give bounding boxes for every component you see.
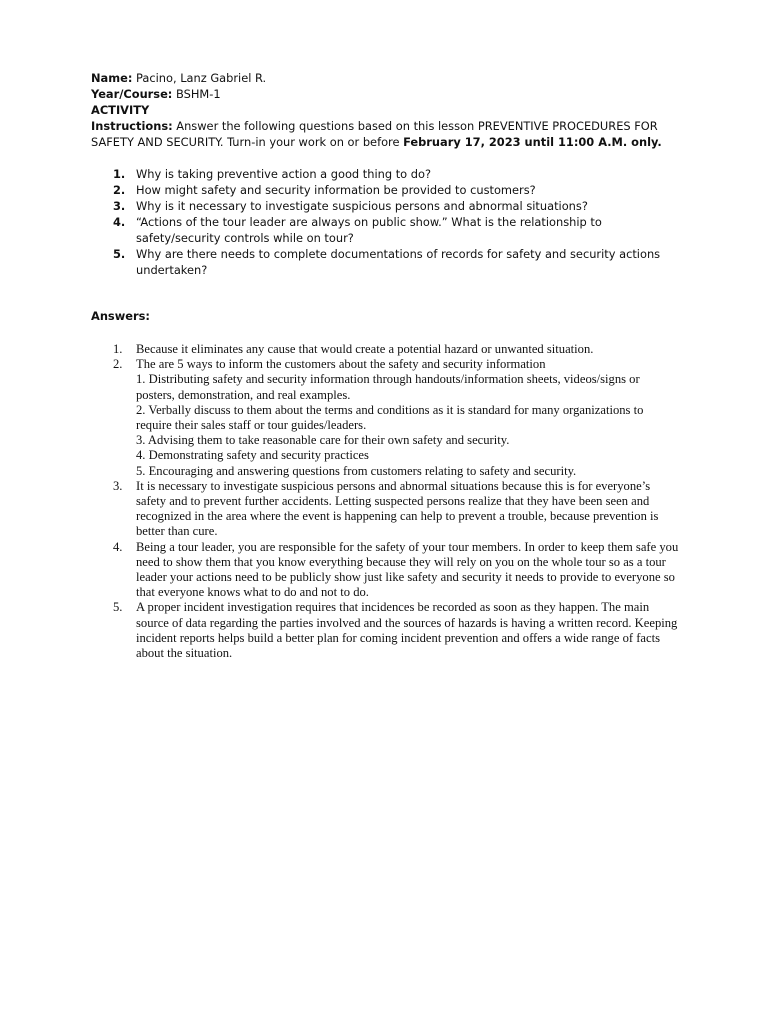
- answer-item: 2. The are 5 ways to inform the customers about the safety and security information 1. Distributing safety and security information through handouts/information sheets, videos/signs or posters, demonstration, and real examples. 2. Verbally discuss to them about the terms and conditions as it is standard for many organizations to require their sales staff or tour guides/leaders. 3. Advising them to take reasonable care for their own safety and security. 4. Demonstrating safety and security practices 5. Encouraging and answering questions from customers relating to safety and security.: [91, 357, 680, 479]
- course-line: [91, 86, 680, 102]
- name-value: Pacino, Lanz Gabriel R.: [136, 71, 267, 85]
- question-item: 1. Why is taking preventive action a good thing to do?: [113, 167, 432, 181]
- question-item: 4. “Actions of the tour leader are always on public show.” What is the relationship to safety/security controls while on tour?: [113, 215, 602, 245]
- answer-item: 4. Being a tour leader, you are responsible for the safety of your tour members. In order to keep them safe you need to show them that you know everything because they will rely on you on the whole tour so as a tour leader your actions need to be publicly show just like safety and security it needs to provide to everyone so that everyone knows what to do and not to do.: [113, 539, 679, 600]
- question-item: 5. Why are there needs to complete documentations of records for safety and security actions undertaken?: [113, 247, 661, 277]
- answer-item: 3. It is necessary to investigate suspicious persons and abnormal situations because this is for everyone’s safety and to prevent further accidents. Letting suspected persons realize that they have been seen and recognized in the area where the event is happening can help to prevent a trouble, because prevention is better than cure.: [113, 478, 659, 539]
- document-header: [91, 70, 680, 150]
- question-item: 3. Why is it necessary to investigate suspicious persons and abnormal situations?: [113, 199, 588, 213]
- course-label: Year/Course:: [91, 87, 173, 101]
- answer-item: 1. Because it eliminates any cause that would create a potential hazard or unwanted situation.: [113, 342, 594, 356]
- name-line: [91, 70, 680, 86]
- answer-item: 5. A proper incident investigation requires that incidences be recorded as soon as they happen. The main source of data regarding the parties involved and the sources of hazards is having a written record. Keeping incident reports helps build a better plan for coming incident prevention and offers a wide range of facts about the situation.: [113, 600, 678, 661]
- instructions: [91, 118, 680, 150]
- question-list: [91, 166, 680, 278]
- deadline: February 17, 2023 until 11:00 A.M. only.: [403, 135, 662, 149]
- question-item: 2. How might safety and security information be provided to customers?: [113, 183, 536, 197]
- answer-subitem: 4. Demonstrating safety and security practices: [136, 448, 369, 463]
- answer-subitem: 5. Encouraging and answering questions from customers relating to safety and security.: [136, 463, 577, 478]
- activity-title: ACTIVITY: [91, 103, 150, 117]
- instructions-text: Answer the following questions based on this lesson PREVENTIVE PROCEDURES FOR SAFETY AND SECURITY. Turn-in your work on or before: [91, 119, 658, 149]
- name-label: Name:: [91, 71, 133, 85]
- answer-subitem: 3. Advising them to take reasonable care for their own safety and security.: [136, 433, 510, 448]
- answer-list: [91, 342, 680, 661]
- answer-intro: The are 5 ways to inform the customers about the safety and security information: [136, 357, 546, 372]
- course-value: BSHM-1: [176, 87, 221, 101]
- answer-subitem: 1. Distributing safety and security information through handouts/information sheets, videos/signs or posters, demonstration, and real examples.: [136, 372, 640, 402]
- answer-subitem: 2. Verbally discuss to them about the terms and conditions as it is standard for many organizations to require their sales staff or tour guides/leaders.: [136, 402, 644, 433]
- answers-heading: Answers:: [91, 309, 150, 323]
- instructions-label: Instructions:: [91, 119, 173, 133]
